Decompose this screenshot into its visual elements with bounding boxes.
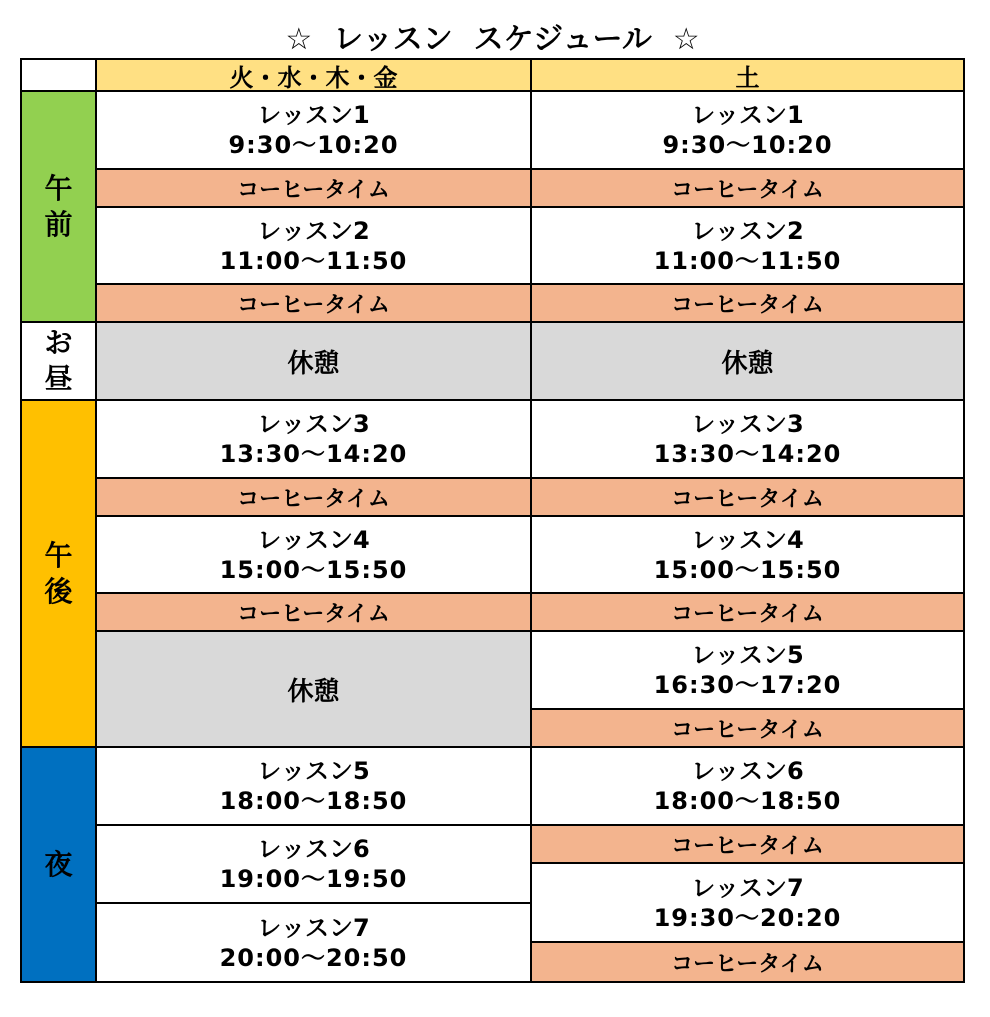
saturday-lesson-1 (530, 90, 965, 170)
period-afternoon-char-1: 午 (44, 538, 73, 572)
saturday-coffee-3: コーヒータイム (530, 477, 965, 517)
weekday-lesson-3 (95, 399, 532, 479)
lesson-name: レッスン4 (257, 525, 370, 554)
lesson-name: レッスン7 (691, 873, 804, 902)
lesson-time: 13:30〜14:20 (219, 440, 408, 468)
lesson-time: 20:00〜20:50 (219, 943, 408, 972)
lesson-name: レッスン2 (691, 216, 804, 245)
lesson-time: 19:30〜20:20 (653, 903, 842, 932)
period-noon-label (20, 321, 97, 401)
weekday-coffee-1: コーヒータイム (95, 168, 532, 208)
lesson-name: レッスン1 (257, 101, 370, 129)
lesson-name: レッスン5 (257, 757, 370, 785)
lesson-name: レッスン2 (257, 216, 370, 245)
lesson-time: 9:30〜10:20 (662, 131, 833, 159)
weekday-coffee-3: コーヒータイム (95, 477, 532, 517)
saturday-rest-noon: 休憩 (530, 321, 965, 401)
period-night-label (20, 746, 97, 983)
saturday-coffee-5: コーヒータイム (530, 708, 965, 748)
weekday-lesson-4 (95, 515, 532, 594)
saturday-lesson-2 (530, 206, 965, 285)
weekday-lesson-5 (95, 746, 532, 826)
lesson-time: 9:30〜10:20 (228, 131, 399, 159)
weekday-rest-afternoon: 休憩 (95, 630, 532, 748)
period-morning-char-1: 午 (44, 171, 73, 205)
weekday-coffee-4: コーヒータイム (95, 592, 532, 632)
saturday-coffee-7: コーヒータイム (530, 941, 965, 983)
period-noon-char-1: お (44, 326, 73, 359)
lesson-name: レッスン5 (691, 641, 804, 669)
period-morning-label (20, 90, 97, 323)
saturday-lesson-6 (530, 746, 965, 826)
lesson-time: 18:00〜18:50 (219, 787, 408, 815)
saturday-lesson-5 (530, 630, 965, 710)
saturday-coffee-6: コーヒータイム (530, 824, 965, 864)
weekday-lesson-6 (95, 824, 532, 904)
period-noon-char-2: 昼 (44, 362, 73, 395)
saturday-coffee-1: コーヒータイム (530, 168, 965, 208)
period-afternoon-label (20, 399, 97, 748)
lesson-time: 15:00〜15:50 (653, 555, 842, 584)
saturday-lesson-7 (530, 862, 965, 943)
period-morning-char-2: 前 (44, 207, 73, 241)
lesson-time: 15:00〜15:50 (219, 555, 408, 584)
weekday-coffee-2: コーヒータイム (95, 283, 532, 323)
lesson-name: レッスン6 (691, 757, 804, 785)
schedule-table (20, 58, 965, 983)
lesson-name: レッスン6 (257, 835, 370, 863)
lesson-name: レッスン1 (691, 101, 804, 129)
saturday-coffee-2: コーヒータイム (530, 283, 965, 323)
lesson-time: 16:30〜17:20 (653, 671, 842, 699)
saturday-coffee-4: コーヒータイム (530, 592, 965, 632)
saturday-lesson-3 (530, 399, 965, 479)
lesson-time: 11:00〜11:50 (219, 246, 408, 275)
page-title: ☆ レッスン スケジュール ☆ (285, 22, 700, 57)
weekday-rest-noon: 休憩 (95, 321, 532, 401)
lesson-name: レッスン3 (257, 410, 370, 438)
weekday-lesson-7 (95, 902, 532, 983)
lesson-name: レッスン7 (257, 913, 370, 942)
lesson-name: レッスン4 (691, 525, 804, 554)
lesson-time: 18:00〜18:50 (653, 787, 842, 815)
period-night-char-1: 夜 (44, 847, 73, 881)
lesson-time: 11:00〜11:50 (653, 246, 842, 275)
header-corner-cell (20, 58, 97, 92)
header-weekday: 火・水・木・金 (95, 58, 532, 92)
weekday-lesson-2 (95, 206, 532, 285)
period-afternoon-char-2: 後 (44, 574, 73, 608)
saturday-lesson-4 (530, 515, 965, 594)
lesson-time: 13:30〜14:20 (653, 440, 842, 468)
lesson-time: 19:00〜19:50 (219, 865, 408, 893)
header-saturday: 土 (530, 58, 965, 92)
weekday-lesson-1 (95, 90, 532, 170)
lesson-name: レッスン3 (691, 410, 804, 438)
